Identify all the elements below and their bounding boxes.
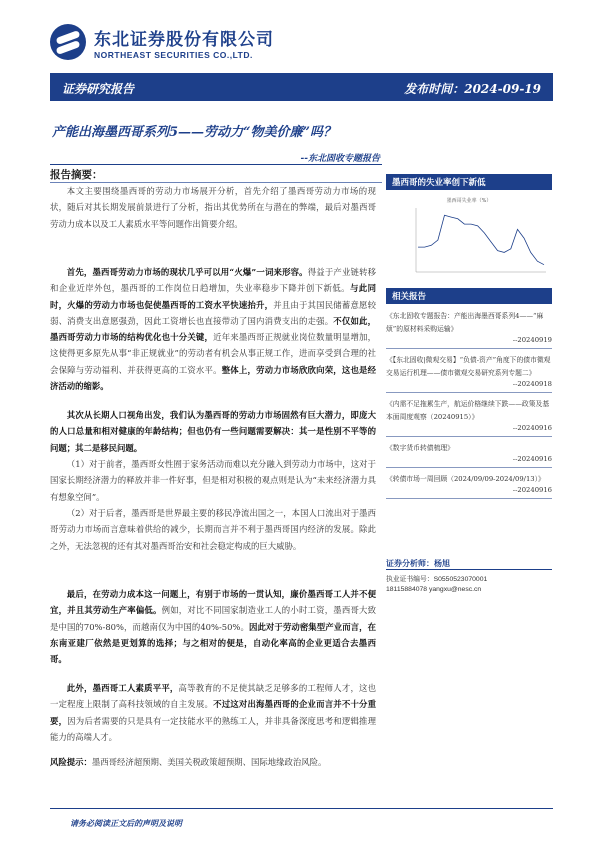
bold-text: 不过这对出海墨西哥的企业而言并不十分重要，	[50, 699, 377, 726]
related-report-title[interactable]: 《东北固收专题报告：产能出海墨西哥系列4——“麻烦”的原材料采购运输》	[386, 312, 544, 333]
related-report-date: --20240918	[512, 380, 552, 388]
related-report-item[interactable]	[386, 398, 552, 437]
related-report-title[interactable]: 《【东北固收|微观交易】“负债-资产”角度下的债市微观交易运行机理——债市微观交易研究系列专题二》	[386, 356, 551, 377]
divider	[386, 392, 552, 393]
divider	[50, 808, 553, 809]
related-report-title[interactable]: 《转债市场一周回顾（2024/09/09-2024/09/13）》	[386, 475, 545, 483]
related-report-item[interactable]	[386, 473, 552, 499]
bold-text: 因此对于劳动密集型产业而言，在东南亚建厂依然是更划算的选择；与之相对的便是，自动化率高的企业更适合去墨西哥。	[50, 621, 376, 665]
paragraph-text: （2）对于后者，墨西哥是世界最主要的移民净流出国之一，本国人口流出对于墨西哥劳动力市场而言意味着供给的减少，长期而言并不利于墨西哥国内经济的发展。除此之外，无法忽视的还有其对墨西哥治安和社会稳定构成的巨大威胁。	[50, 508, 376, 551]
paragraph-migration	[50, 505, 376, 554]
related-report-item[interactable]	[386, 442, 552, 468]
divider	[386, 569, 552, 570]
divider	[386, 436, 552, 437]
analyst-name: 证券分析师：杨旭	[386, 558, 450, 568]
unemployment-chart	[386, 192, 552, 282]
related-report-title[interactable]: 《内需不足拖累生产，航运价格继续下跌——政策及基本面周度观察（20240915）》	[386, 400, 550, 421]
paragraph-long-term	[50, 407, 376, 456]
paragraph-text: 因为后者需要的只是具有一定技能水平的熟练工人，并非具备深度思考和逻辑推理能力的高端人才。	[50, 715, 377, 742]
bold-text: 首先，墨西哥劳动力市场的现状几乎可以用“火爆”一词来形容。	[66, 267, 308, 277]
chart-title: 墨西哥失业率（%）	[446, 198, 492, 204]
divider	[50, 164, 382, 165]
related-report-item[interactable]	[386, 354, 552, 393]
paragraph-text: 例如，对比不同国家制造业工人的小时工资，墨西哥大致是中国的70%-80%，而越南仅为中国的40%-50%。	[50, 605, 377, 632]
related-report-date: --20240916	[512, 455, 552, 463]
bold-text: 此外，墨西哥工人素质平平，	[66, 683, 179, 693]
report-type: 证券研究报告	[62, 82, 135, 96]
company-name-cn: 东北证券股份有限公司	[94, 29, 274, 50]
header-banner	[50, 73, 553, 101]
related-report-title[interactable]: 《数字货币转债梳理》	[386, 444, 454, 452]
report-subtitle: --东北固收专题报告	[300, 154, 380, 164]
summary-heading: 报告摘要：	[50, 169, 103, 181]
analyst-license: 执业证书编号：S0550523070001	[386, 576, 488, 583]
paragraph-text: 高等教育的不足使其缺乏足够多的工程师人才，这也一定程度上限制了高科技领域的自主发展。	[50, 683, 377, 710]
bold-text: 不仅如此，墨西哥劳动力市场的结构优化也十分关键，	[50, 315, 377, 343]
paragraph-text: 并且由于其国民储蓄意愿较弱、消费支出意愿强劲，因此工资增长也直接带动了国内消费支出的走强。	[50, 299, 377, 326]
related-heading: 相关报告	[386, 288, 552, 304]
company-name-en: NORTHEAST SECURITIES CO.,LTD.	[94, 49, 253, 60]
bold-text: 整体上，劳动力市场欣欣向荣，这也是经济活动的缩影。	[50, 364, 377, 392]
paragraph-text: （1）对于前者，墨西哥女性囿于家务活动而难以充分融入到劳动力市场中，这对于国家长期经济潜力的释放并非一件好事，但是相对积极的观点则是认为“未来经济潜力具有想象空间”。	[50, 459, 376, 502]
related-report-date: --20240916	[512, 424, 552, 432]
logo-icon	[50, 24, 86, 60]
paragraph-gender	[50, 456, 376, 505]
bold-text: 与此同时，火爆的劳动力市场也促使墨西哥的工资水平快速抬升，	[50, 283, 377, 310]
paragraph-text: 本文主要围绕墨西哥的劳动力市场展开分析，首先介绍了墨西哥劳动力市场的现状，随后对其长期发展前景进行了分析，指出其优势所在与潜在的弊端，最后对墨西哥劳动力成本以及工人素质水平等问题作出简要介绍。	[50, 186, 376, 229]
bold-text: 其次从长期人口视角出发，我们认为墨西哥的劳动力市场固然有巨大潜力，即庞大的人口总量和相对健康的年龄结构；但也仍有一些问题需要解决：其一是性别不平等的问题；其二是移民问题。	[50, 410, 376, 453]
paragraph-text: 墨西哥经济超预期、美国关税政策超预期、国际地缘政治风险。	[91, 757, 327, 767]
risk-warning	[50, 754, 376, 770]
divider	[386, 348, 552, 349]
divider	[386, 467, 552, 468]
series-line	[418, 215, 544, 264]
paragraph-worker-quality	[50, 680, 376, 745]
related-report-item[interactable]	[386, 310, 552, 349]
paragraph-current-state	[50, 264, 376, 394]
chart-heading: 墨西哥的失业率创下新低	[386, 174, 552, 190]
paragraph-labor-cost	[50, 586, 376, 667]
paragraph-intro	[50, 183, 376, 232]
related-report-date: --20240916	[512, 486, 552, 494]
company-logo	[50, 24, 274, 60]
publish-date: 发布时间：2024-09-19	[404, 82, 541, 96]
divider	[386, 498, 552, 499]
related-report-date: --20240919	[512, 336, 552, 344]
paragraph-text: 近年来墨西哥正规就业岗位数量明显增加，这使得更多原先从事“非正规就业”的劳动者有机会从事正规工作，进而享受到合理的社会保障与劳动福利、并获得更高的工资水平。	[50, 332, 377, 375]
bold-text: 风险提示：	[50, 757, 92, 767]
report-title: 产能出海墨西哥系列5——劳动力“物美价廉”吗？	[52, 125, 337, 140]
bold-text: 最后，在劳动力成本这一问题上，有别于市场的一贯认知，廉价墨西哥工人并不便宜，并且其劳动生产率偏低。	[50, 589, 376, 616]
footer-disclaimer: 请务必阅读正文后的声明及说明	[70, 818, 182, 828]
paragraph-text: 得益于产业链转移和企业近岸外包，墨西哥的工作岗位日趋增加，失业率稳步下降并创下新低。	[50, 267, 377, 294]
analyst-contact: 18115884078 yangxu@nesc.cn	[386, 586, 482, 593]
